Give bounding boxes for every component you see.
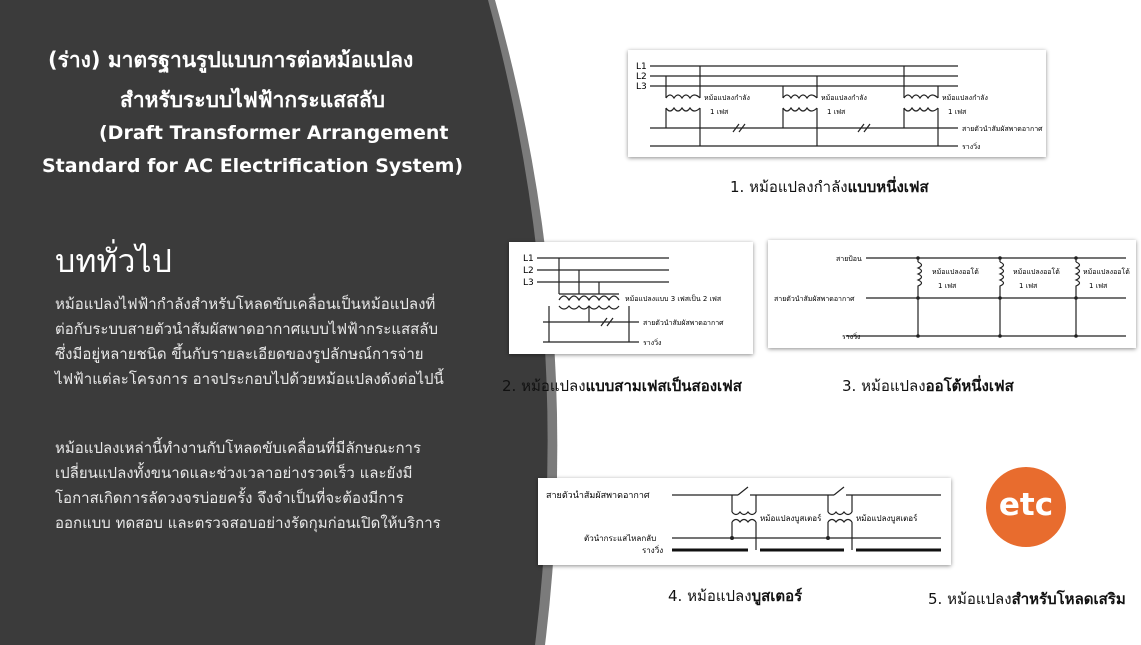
fig1-l3-label: L3 [636,82,647,92]
figure-2-caption-prefix: 2. หม้อแปลง [502,377,586,395]
fig2-l2-label: L2 [523,266,534,276]
figure-3-caption-prefix: 3. หม้อแปลง [842,377,926,395]
fig4-xfmr-label: หม้อแปลงบูสเตอร์ [856,514,918,523]
fig1-phase-label: 1 เฟส [948,108,967,116]
fig4-return-label: ตัวนำกระแสไหลกลับ [584,534,657,543]
fig1-ocs-label: สายตัวนำสัมผัสพาดอากาศ [962,125,1043,133]
second-paragraph: หม้อแปลงเหล่านี้ทำงานกับโหลดขับเคลื่อนที่มีลักษณะการเปลี่ยนแปลงทั้งขนาดและช่วงเวลาอย่างรวดเร็ว และยังมีโอกาสเกิดการลัดวงจรบ่อยครั้ง จึงจำเป็นที่จะต้องมีการออกแบบ ทดสอบ และตรวจสอบอย่างรัดกุมก่อนเปิดให้บริการ [55,439,441,532]
intro-paragraph: หม้อแปลงไฟฟ้ากำลังสำหรับโหลดขับเคลื่อนเป็นหม้อแปลงที่ต่อกับระบบสายตัวนำสัมผัสพาดอากาศแบบไฟฟ้ากระแสสลับ ซึ่งมีอยู่หลายชนิด ขึ้นกับรายละเอียดของรูปลักษณ์การจ่ายไฟฟ้าแต่ละโครงการ อาจประกอบไปด้วยหม้อแปลงดังต่อไปนี้ [55,295,444,388]
etc-logo-circle: etc [986,467,1066,547]
etc-logo [985,466,1067,548]
figure-4-caption [668,584,802,608]
fig4-xfmr-label: หม้อแปลงบูสเตอร์ [760,514,822,523]
section-heading: บททั่วไป [55,242,172,280]
fig2-xfmr-label: หม้อแปลงแบบ 3 เฟสเป็น 2 เฟส [625,295,722,303]
fig1-phase-label: 1 เฟส [710,108,729,116]
fig4-ocs-label: สายตัวนำสัมผัสพาดอากาศ [546,491,650,501]
fig3-phase-label: 1 เฟส [1019,282,1038,290]
title-line-1: (ร่าง) มาตรฐานรูปแบบการต่อหม้อแปลง [48,48,414,72]
fig3-xfmr-label: หม้อแปลงออโต้ [1013,268,1060,276]
figure-1-diagram [628,50,1046,157]
figure-5-caption-prefix: 5. หม้อแปลง [928,590,1012,608]
figure-3-diagram [768,240,1136,348]
fig3-rail-label: รางวิ่ง [842,333,861,341]
figure-2-diagram [509,242,753,354]
figure-3-caption-bold: ออโต้หนึ่งเฟส [925,377,1014,395]
fig4-rail-label: รางวิ่ง [642,546,664,555]
figure-1-caption-prefix: 1. หม้อแปลงกำลัง [730,178,848,196]
fig3-phase-label: 1 เฟส [1089,282,1108,290]
fig1-l2-label: L2 [636,72,647,82]
fig3-phase-label: 1 เฟส [938,282,957,290]
title-line-2: สำหรับระบบไฟฟ้ากระแสสลับ [120,88,386,112]
fig2-l1-label: L1 [523,254,534,264]
figure-5-caption-bold: สำหรับโหลดเสริม [1011,590,1126,608]
fig1-xfmr-label: หม้อแปลงกำลัง [942,94,988,102]
fig1-rail-label: รางวิ่ง [962,143,981,151]
fig1-l1-label: L1 [636,62,647,72]
figure-4-diagram [538,478,951,565]
figure-1-caption [730,175,929,199]
figure-2-caption [502,374,742,398]
fig2-ocs-label: สายตัวนำสัมผัสพาดอากาศ [643,319,724,327]
fig3-xfmr-label: หม้อแปลงออโต้ [932,268,979,276]
figure-5-caption [928,587,1126,611]
figure-2-caption-bold: แบบสามเฟสเป็นสองเฟส [585,377,742,395]
figure-4-caption-prefix: 4. หม้อแปลง [668,587,752,605]
fig1-xfmr-label: หม้อแปลงกำลัง [704,94,750,102]
fig1-xfmr-label: หม้อแปลงกำลัง [821,94,867,102]
figure-4-caption-bold: บูสเตอร์ [751,587,803,605]
figure-3-caption [842,374,1014,398]
fig2-l3-label: L3 [523,278,534,288]
fig3-feeder-label: สายป้อน [836,255,862,263]
figure-1-caption-bold: แบบหนึ่งเฟส [847,178,929,196]
fig1-phase-label: 1 เฟส [827,108,846,116]
fig2-rail-label: รางวิ่ง [643,339,662,347]
title-line-3: (Draft Transformer Arrangement [99,122,449,144]
fig3-ocs-label: สายตัวนำสัมผัสพาดอากาศ [774,295,855,303]
title-line-4: Standard for AC Electrification System) [42,155,464,177]
fig3-xfmr-label: หม้อแปลงออโต้ [1083,268,1130,276]
